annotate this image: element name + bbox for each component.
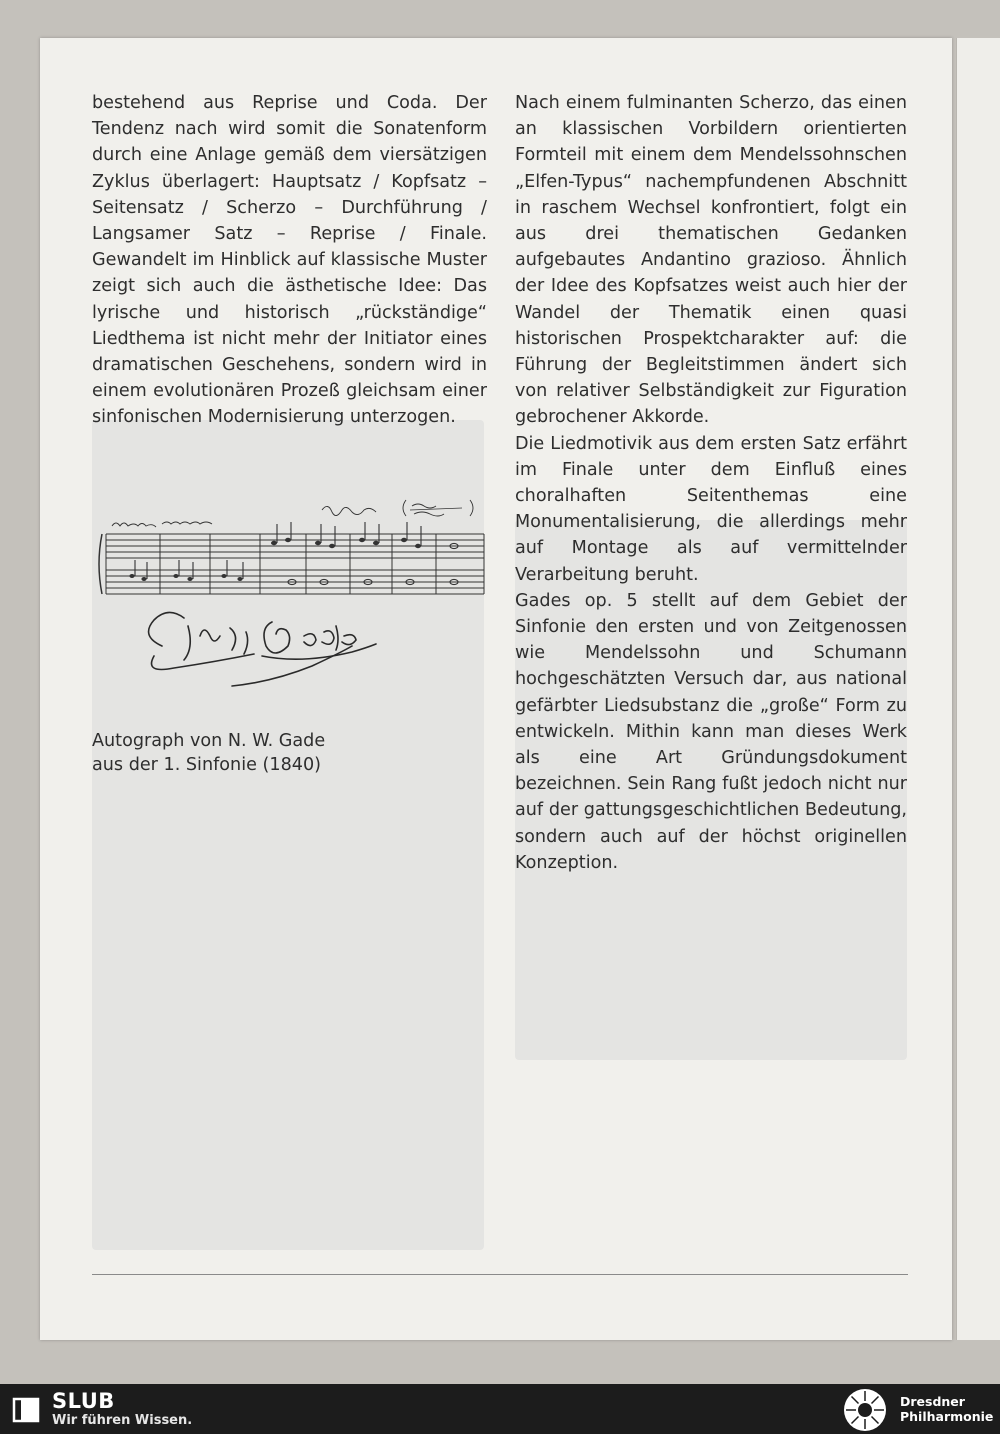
dresdner-philharmonie-logo-text[interactable] [900,1394,993,1424]
slub-tagline: Wir führen Wissen. [52,1413,193,1428]
right-text-column [515,90,907,876]
autograph-score-image [92,496,490,718]
caption-line-2: aus der 1. Sinfonie (1840) [92,755,322,775]
caption-line-1: Autograph von N. W. Gade [92,731,326,751]
adjacent-page-edge [956,38,1000,1340]
dp-line-1: Dresdner [900,1394,965,1409]
dresdner-philharmonie-sun-icon[interactable] [842,1387,888,1433]
slub-book-icon[interactable] [12,1396,40,1424]
slub-logo-text[interactable]: SLUB [52,1389,115,1413]
left-text-column [92,90,487,431]
left-paragraph: bestehend aus Reprise und Coda. Der Tendenz nach wird somit die Sonatenform durch eine Anlage gemäß dem viersätzigen Zyklus überlagert: Hauptsatz / Kopfsatz – Seitensatz / Scherzo – Durchführung / Langsamer Satz – Reprise / Finale. Gewandelt im Hinblick auf klassische Muster zeigt sich auch die ästhetische Idee: Das lyrische und historisch „rückständige“ Liedthema ist nicht mehr der Initiator eines dramatischen Geschehens, sondern wird in einem evolutionären Prozeß gleichsam einer sinfonischen Modernisierung unterzogen. [92,93,487,428]
figure-caption [92,729,412,777]
right-paragraph-3: Gades op. 5 stellt auf dem Gebiet der Sinfonie den ersten und von Zeitgenossen wie Mendelssohn und Schumann hochgeschätzten Versuch dar, aus national gefärbter Liedsubstanz die „große“ Form zu entwickeln. Mithin kann man dieses Werk als eine Art Gründungsdokument bezeichnen. Sein Rang fußt jedoch nicht nur auf der gattungsgeschichtlichen Bedeutung, sondern auch auf der höchst originellen Konzeption. [515,590,907,873]
right-paragraph-1: Nach einem fulminanten Scherzo, das einen an klassischen Vorbildern orientierten Formteil mit einem dem Mendelssohnschen „Elfen-Typus“ nachempfundenen Abschnitt in raschem Wechsel konfrontiert, folgt ein aus drei thematischen Gedanken aufgebautes Andantino grazioso. Ähnlich der Idee des Kopfsatzes weist auch hier der Wandel der Thematik einen quasi historischen Prospektcharakter auf: die Führung der Begleitstimmen ändert sich von relativer Selbständigkeit zur Figuration gebrochener Akkorde. [515,93,907,428]
right-paragraph-2: Die Liedmotivik aus dem ersten Satz erfährt im Finale unter dem Einfluß eines choralhaften Seitenthemas eine Monumentalisierung, die allerdings mehr auf Montage als auf vermittelnder Verarbeitung beruht. [515,433,907,585]
page-bottom-rule [92,1274,908,1275]
dp-line-2: Philharmonie [900,1409,994,1424]
viewer-footer-bar [0,1384,1000,1434]
